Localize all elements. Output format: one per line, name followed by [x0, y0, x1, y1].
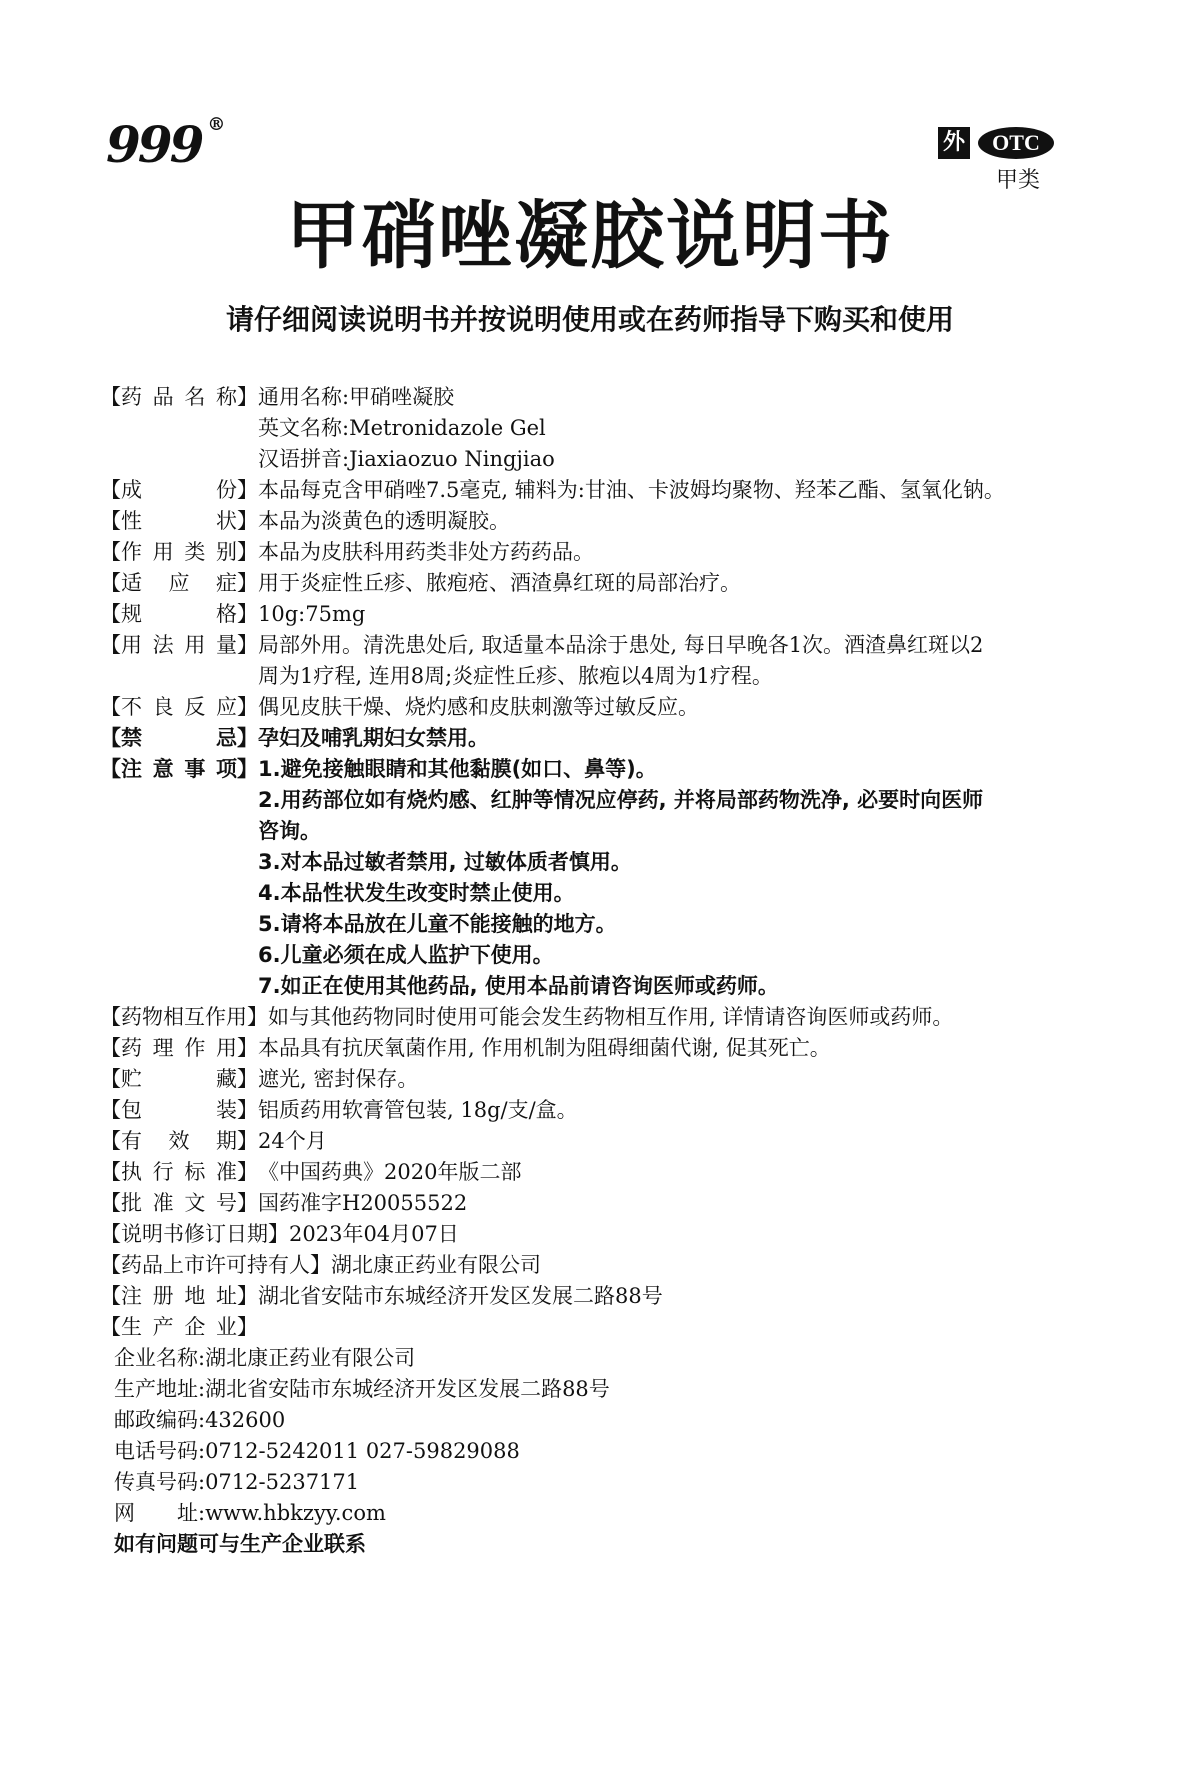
section-pharmacology — [100, 1033, 1080, 1064]
section-label: 【 生 产 企 业 】 — [100, 1315, 258, 1339]
section-adverse-reactions — [100, 692, 1080, 723]
section-label: 【 药 品 名 称 】 — [100, 385, 258, 409]
otc-badge-group — [938, 127, 1068, 194]
section-category — [100, 537, 1080, 568]
section-label: 【 用 法 用 量 】 — [100, 633, 258, 657]
section-label: 【 禁 忌 】 — [100, 726, 258, 750]
external-use-badge: 外 — [938, 127, 970, 159]
page-subtitle: 请仔细阅读说明书并按说明使用或在药师指导下购买和使用 — [225, 303, 954, 336]
section-value: 通用名称:甲硝唑凝胶 英文名称:Metronidazole Gel 汉语拼音:Jiaxiaozuo Ningjiao — [258, 385, 555, 471]
manufacturer-address: 生产地址:湖北省安陆市东城经济开发区发展二路88号 — [114, 1377, 610, 1401]
manufacturer-website: 网 址 :www.hbkzyy.com — [114, 1501, 386, 1525]
section-label: 【 成 份 】 — [100, 478, 258, 502]
section-label: 【 药品上市许可持有人 】 — [100, 1253, 331, 1277]
section-label: 【 有 效 期 】 — [100, 1129, 258, 1153]
section-label: 【 注 册 地 址 】 — [100, 1284, 258, 1308]
section-validity — [100, 1126, 1080, 1157]
section-value: 如与其他药物同时使用可能会发生药物相互作用, 详情请咨询医师或药师。 — [268, 1005, 954, 1029]
leaflet-body — [100, 382, 1080, 1560]
section-label: 【 药物相互作用 】 — [100, 1005, 268, 1029]
precaution-item: 5.请将本品放在儿童不能接触的地方。 — [258, 912, 617, 936]
section-label: 【 作 用 类 别 】 — [100, 540, 258, 564]
section-description — [100, 506, 1080, 537]
section-label: 【 注 意 事 项 】 — [100, 757, 258, 781]
precaution-item: 3.对本品过敏者禁用, 过敏体质者慎用。 — [258, 850, 632, 874]
manufacturer-name: 企业名称:湖北康正药业有限公司 — [114, 1346, 416, 1370]
section-standard — [100, 1157, 1080, 1188]
section-value: 偶见皮肤干燥、烧灼感和皮肤刺激等过敏反应。 — [258, 695, 699, 719]
section-value: 本品为皮肤科用药类非处方药药品。 — [258, 540, 594, 564]
manufacturer-details — [100, 1343, 1080, 1529]
section-label: 【 不 良 反 应 】 — [100, 695, 258, 719]
section-dosage — [100, 630, 1080, 692]
page-title: 甲硝唑凝胶说明书 — [286, 193, 894, 279]
section-precautions — [100, 754, 1080, 1002]
contact-note: 如有问题可与生产企业联系 — [114, 1532, 366, 1556]
section-label: 【 贮 藏 】 — [100, 1067, 258, 1091]
section-value: 2023年04月07日 — [289, 1222, 459, 1246]
manufacturer-fax: 传真号码:0712-5237171 — [114, 1470, 360, 1494]
section-value: 本品具有抗厌氧菌作用, 作用机制为阻碍细菌代谢, 促其死亡。 — [258, 1036, 831, 1060]
manufacturer-phone: 电话号码:0712-5242011 027-59829088 — [114, 1439, 520, 1463]
section-value: 遮光, 密封保存。 — [258, 1067, 419, 1091]
section-label: 【 适 应 症 】 — [100, 571, 258, 595]
section-label: 【 批 准 文 号 】 — [100, 1191, 258, 1215]
section-storage — [100, 1064, 1080, 1095]
section-composition — [100, 475, 1080, 506]
section-label: 【 说明书修订日期 】 — [100, 1222, 289, 1246]
section-value: 铝质药用软膏管包装, 18g/支/盒。 — [258, 1098, 578, 1122]
section-interactions — [100, 1002, 1080, 1033]
precaution-item: 2.用药部位如有烧灼感、红肿等情况应停药, 并将局部药物洗净, 必要时向医师 — [258, 788, 984, 812]
section-revision-date — [100, 1219, 1080, 1250]
section-package — [100, 1095, 1080, 1126]
otc-badge: OTC — [978, 127, 1054, 159]
precaution-item: 4.本品性状发生改变时禁止使用。 — [258, 881, 575, 905]
section-contraindications — [100, 723, 1080, 754]
section-value: 局部外用。清洗患处后, 取适量本品涂于患处, 每日早晚各1次。酒渣鼻红斑以2 周为1疗程, 连用8周;炎症性丘疹、脓疱以4周为1疗程。 — [258, 633, 984, 688]
section-value: 24个月 — [258, 1129, 327, 1153]
otc-category: 甲类 — [996, 168, 1041, 193]
section-label: 【 规 格 】 — [100, 602, 258, 626]
section-drug-name — [100, 382, 1080, 475]
section-registered-address — [100, 1281, 1080, 1312]
precaution-item: 咨询。 — [258, 819, 321, 843]
section-value: 《中国药典》2020年版二部 — [258, 1160, 522, 1184]
manufacturer-postcode: 邮政编码:432600 — [114, 1408, 286, 1432]
section-label: 【 性 状 】 — [100, 509, 258, 533]
section-label: 【 执 行 标 准 】 — [100, 1160, 258, 1184]
section-specification — [100, 599, 1080, 630]
section-indications — [100, 568, 1080, 599]
section-value: 本品每克含甲硝唑7.5毫克, 辅料为:甘油、卡波姆均聚物、羟苯乙酯、氢氧化钠。 — [258, 478, 1005, 502]
section-label: 【 药 理 作 用 】 — [100, 1036, 258, 1060]
section-manufacturer — [100, 1312, 1080, 1343]
section-label: 【 包 装 】 — [100, 1098, 258, 1122]
website-link[interactable]: :www.hbkzyy.com — [198, 1501, 386, 1525]
brand-logo — [106, 114, 226, 174]
section-value: 国药准字H20055522 — [258, 1191, 468, 1215]
section-value: 孕妇及哺乳期妇女禁用。 — [258, 726, 489, 750]
precaution-item: 6.儿童必须在成人监护下使用。 — [258, 943, 554, 967]
precaution-item: 1.避免接触眼睛和其他黏膜(如口、鼻等)。 — [258, 757, 657, 781]
section-value: 用于炎症性丘疹、脓疱疮、酒渣鼻红斑的局部治疗。 — [258, 571, 741, 595]
brand-logo-text: 999 — [106, 115, 202, 174]
section-value — [258, 754, 1080, 1002]
section-license-holder — [100, 1250, 1080, 1281]
section-approval — [100, 1188, 1080, 1219]
precaution-item: 7.如正在使用其他药品, 使用本品前请咨询医师或药师。 — [258, 974, 779, 998]
registered-mark: ® — [207, 114, 226, 135]
section-value: 本品为淡黄色的透明凝胶。 — [258, 509, 510, 533]
section-value: 湖北康正药业有限公司 — [331, 1253, 541, 1277]
section-value: 10g:75mg — [258, 602, 366, 626]
section-value: 湖北省安陆市东城经济开发区发展二路88号 — [258, 1284, 663, 1308]
